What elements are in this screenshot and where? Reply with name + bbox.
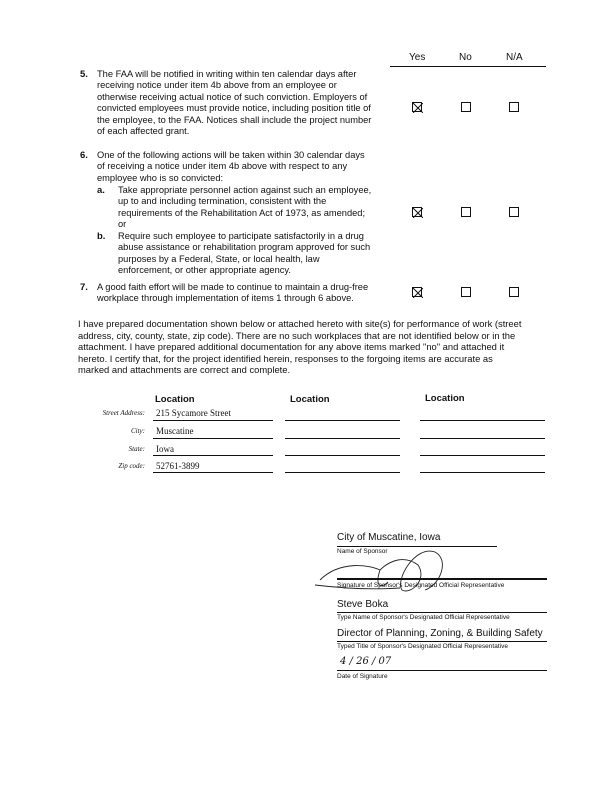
representative-name: Steve Boka [337, 599, 389, 610]
column-no: No [459, 52, 472, 63]
column-yes: Yes [409, 52, 426, 63]
item-7-no-checkbox[interactable] [461, 287, 471, 297]
state-label: State: [128, 445, 145, 453]
street-address-value[interactable]: 215 Sycamore Street [156, 408, 231, 418]
zip-code-value[interactable]: 52761-3899 [156, 461, 200, 471]
location-header-2: Location [290, 394, 330, 405]
item-6-yes-checkbox[interactable] [412, 207, 422, 217]
signature-label: Signature of Sponsor's Designated Official Representative [337, 582, 505, 589]
item-5-no-checkbox[interactable] [461, 102, 471, 112]
location-header-1: Location [155, 394, 195, 405]
item-number: 5. [80, 69, 88, 80]
representative-title: Director of Planning, Zoning, & Building Safety [337, 628, 543, 639]
item-5-text: The FAA will be notified in writing within ten calendar days after receiving notice under item 4b above from an employee or otherwise receiving actual notice of such conviction. Employers of convicted employees must provide notice, including position title of the employee, to the FAA. Notices shall include the project number of each affected grant. [97, 69, 372, 137]
item-7-na-checkbox[interactable] [509, 287, 519, 297]
city-label: City: [131, 427, 145, 435]
item-6-no-checkbox[interactable] [461, 207, 471, 217]
item-5-yes-checkbox[interactable] [412, 102, 422, 112]
item-number: 7. [80, 282, 88, 293]
column-na: N/A [506, 52, 523, 63]
representative-title-label: Typed Title of Sponsor's Designated Official Representative [337, 643, 508, 650]
item-6b-text: Require such employee to participate satisfactorily in a drug abuse assistance or rehabilitation program approved for such purposes by a Federal, State, or local health, law enforcement, or other appropriate agency. [118, 231, 371, 276]
subitem-letter: b. [97, 231, 106, 242]
subitem-letter: a. [97, 185, 105, 196]
sponsor-name-label: Name of Sponsor [337, 548, 388, 555]
street-address-label: Street Address: [102, 409, 145, 417]
state-value[interactable]: Iowa [156, 444, 174, 454]
location-header-3: Location [425, 393, 465, 404]
header-rule [390, 66, 546, 67]
representative-name-label: Type Name of Sponsor's Designated Official Representative [337, 614, 510, 621]
city-value[interactable]: Muscatine [156, 426, 194, 436]
item-6-na-checkbox[interactable] [509, 207, 519, 217]
item-7-text: A good faith effort will be made to continue to maintain a drug-free workplace through implementation of items 1 through 6 above. [97, 282, 369, 304]
item-6-text: One of the following actions will be taken within 30 calendar days of receiving a notice under item 4b above with respect to any employee who is so convicted: [97, 150, 365, 183]
zip-code-label: Zip code: [118, 462, 145, 470]
item-number: 6. [80, 150, 88, 161]
item-5-na-checkbox[interactable] [509, 102, 519, 112]
handwritten-signature [310, 540, 450, 600]
signature-date: 4 / 26 / 07 [340, 656, 392, 667]
certification-paragraph: I have prepared documentation shown below or attached hereto with site(s) for performance of work (street address, city, county, state, zip code). There are no such workplaces that are not identified below or in the attachment. I have prepared additional documentation for any above items marked "no" and attached it hereto. I certify that, for the project identified herein, responses to the forgoing items are accurate as marked and attachments are correct and complete. [78, 318, 522, 376]
sponsor-name: City of Muscatine, Iowa [337, 532, 441, 543]
item-6a-text: Take appropriate personnel action against such an employee, up to and including termination, consistent with the requirements of the Rehabilitation Act of 1973, as amended; or [118, 185, 372, 230]
date-label: Date of Signature [337, 673, 388, 680]
item-7-yes-checkbox[interactable] [412, 287, 422, 297]
